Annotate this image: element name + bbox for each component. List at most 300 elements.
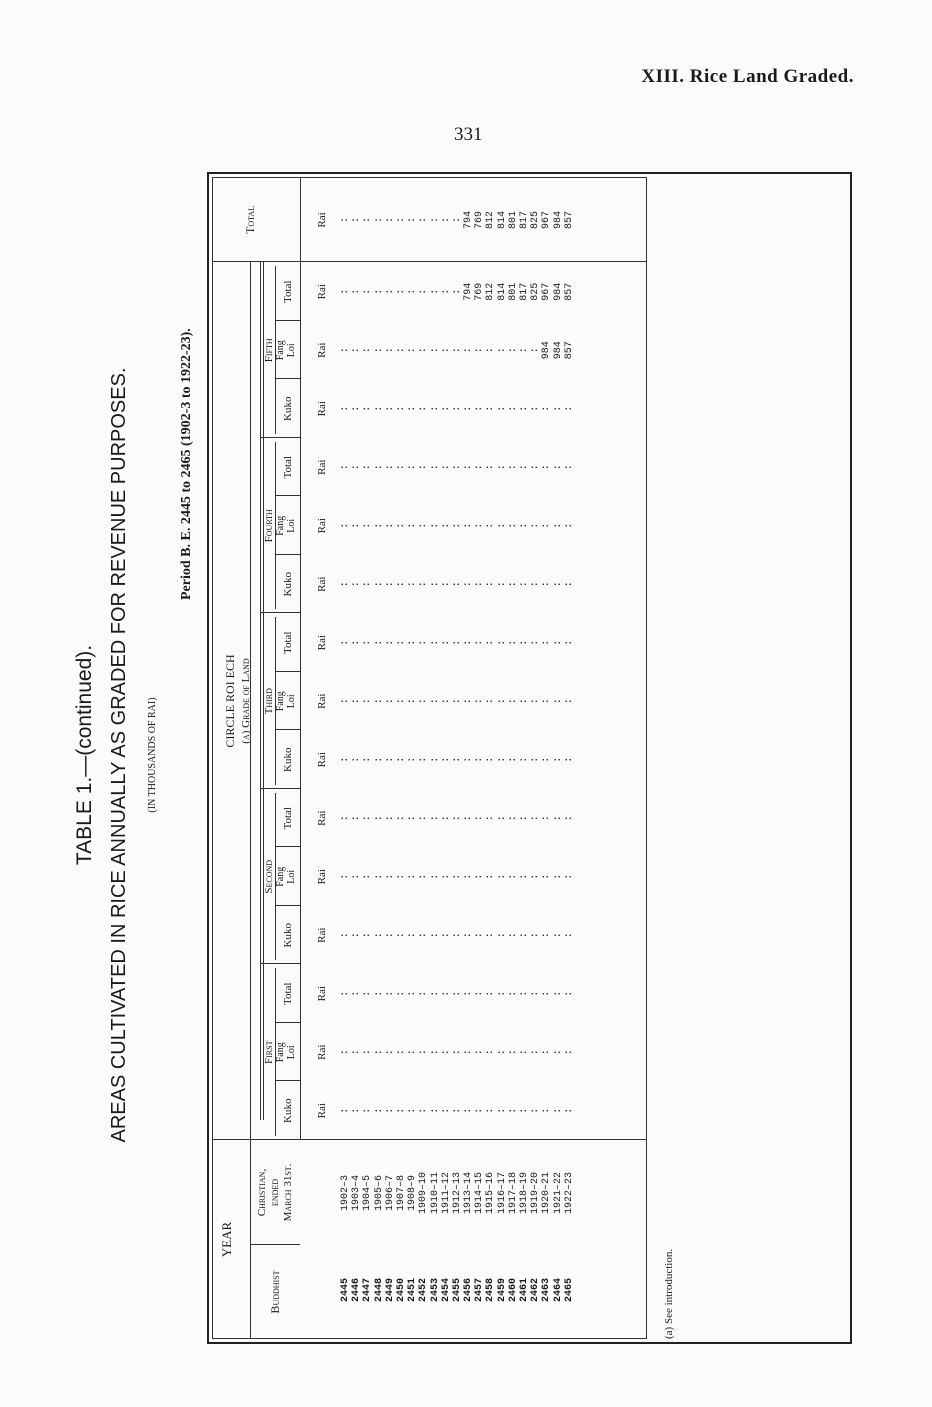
data-cell: : <box>552 522 564 529</box>
data-column <box>340 906 575 965</box>
data-cell: : <box>496 756 508 763</box>
data-cell: : <box>563 873 575 880</box>
data-cell: : <box>552 815 564 822</box>
data-cell: : <box>541 756 553 763</box>
data-cell: : <box>451 698 463 705</box>
data-cell: : <box>395 756 407 763</box>
grade-header: (a) Grade of Land <box>240 658 252 744</box>
data-column <box>340 263 575 322</box>
data-cell: : <box>451 639 463 646</box>
data-cell: : <box>563 990 575 997</box>
year-rule <box>250 1140 251 1339</box>
data-cell: : <box>362 464 374 471</box>
data-cell: : <box>563 698 575 705</box>
data-cell: : <box>429 639 441 646</box>
data-column <box>340 438 575 497</box>
data-cell: : <box>340 288 351 295</box>
data-cell: : <box>340 815 351 822</box>
data-cell: : <box>541 1107 553 1114</box>
year-cell: 1921–22 <box>552 1172 564 1215</box>
data-cell: : <box>407 581 419 588</box>
christian-header: Christian, ended March 31st. <box>256 1163 294 1222</box>
data-cell: 857 <box>563 211 575 230</box>
data-cell: : <box>519 815 530 822</box>
data-cell: : <box>351 639 363 646</box>
year-cell: 1914–15 <box>474 1172 486 1215</box>
grade-label: Second <box>263 859 275 894</box>
data-cell: : <box>418 288 430 295</box>
data-cell: : <box>429 873 441 880</box>
data-cell: : <box>474 932 486 939</box>
year-cell: 1919–20 <box>530 1172 542 1215</box>
grade-rule <box>260 262 261 1120</box>
grand-total-header: Total <box>243 205 257 235</box>
data-cell: : <box>541 464 553 471</box>
data-cell: : <box>384 990 396 997</box>
data-cell: : <box>395 405 407 412</box>
data-cell: : <box>429 932 441 939</box>
data-cell: : <box>407 639 419 646</box>
data-cell: : <box>496 1049 508 1056</box>
data-cell: : <box>351 815 363 822</box>
data-cell: : <box>429 815 441 822</box>
year-cell: 1922–23 <box>563 1172 575 1215</box>
unit-label: Rai <box>316 752 328 768</box>
data-cell: : <box>440 464 452 471</box>
data-cell: 812 <box>485 282 497 301</box>
data-column <box>340 672 575 731</box>
data-cell: : <box>340 990 351 997</box>
data-cell: : <box>563 581 575 588</box>
data-cell: : <box>519 1107 530 1114</box>
data-cell: : <box>485 405 497 412</box>
data-cell: : <box>362 698 374 705</box>
rotated-table-page <box>63 160 675 1350</box>
data-cell: : <box>384 1049 396 1056</box>
year-cell: 2464 <box>552 1278 564 1303</box>
data-cell: : <box>507 815 519 822</box>
units-note: (IN THOUSANDS OF RAI) <box>147 697 158 813</box>
data-cell: : <box>429 756 441 763</box>
data-cell: : <box>373 815 385 822</box>
data-cell: : <box>407 347 419 354</box>
data-cell: : <box>395 217 407 224</box>
fang-text: Fang <box>275 515 286 536</box>
sub-header-kuko: Kuko <box>282 572 294 597</box>
data-cell: : <box>463 756 475 763</box>
data-cell: : <box>519 756 530 763</box>
data-cell: : <box>362 522 374 529</box>
buddhist-year-column <box>340 1260 575 1320</box>
data-cell: : <box>340 932 351 939</box>
sub-header-kuko: Kuko <box>282 396 294 421</box>
data-cell: : <box>507 990 519 997</box>
data-cell: : <box>496 639 508 646</box>
data-cell: : <box>451 581 463 588</box>
data-cell: : <box>519 873 530 880</box>
year-cell: 2459 <box>496 1278 508 1303</box>
data-cell: : <box>552 1107 564 1114</box>
data-cell: : <box>474 698 486 705</box>
grade-label: Third <box>263 688 275 715</box>
data-cell: : <box>552 932 564 939</box>
data-cell: : <box>418 522 430 529</box>
data-cell: : <box>563 639 575 646</box>
unit-label: Rai <box>316 693 328 709</box>
data-cell: : <box>496 347 508 354</box>
data-cell: : <box>440 990 452 997</box>
data-cell: : <box>530 932 542 939</box>
data-cell: : <box>507 581 519 588</box>
unit-label: Rai <box>316 869 328 885</box>
data-cell: : <box>563 1107 575 1114</box>
data-cell: : <box>541 698 553 705</box>
data-cell: : <box>563 932 575 939</box>
data-cell: : <box>395 464 407 471</box>
data-column <box>340 555 575 614</box>
data-cell: : <box>485 990 497 997</box>
data-cell: : <box>541 815 553 822</box>
unit-label: Rai <box>316 459 328 475</box>
data-cell: 801 <box>507 211 519 230</box>
data-cell: : <box>407 932 419 939</box>
data-cell: : <box>451 932 463 939</box>
data-cell: : <box>507 405 519 412</box>
data-cell: : <box>541 522 553 529</box>
data-cell: : <box>440 581 452 588</box>
data-column <box>340 731 575 790</box>
unit-label: Rai <box>316 927 328 943</box>
data-cell: : <box>474 815 486 822</box>
data-cell: : <box>451 288 463 295</box>
data-cell: : <box>530 990 542 997</box>
data-cell: : <box>362 405 374 412</box>
data-cell: 817 <box>519 211 530 230</box>
year-cell: 1913–14 <box>463 1172 475 1215</box>
data-cell: 801 <box>507 282 519 301</box>
data-cell: : <box>362 288 374 295</box>
data-cell: : <box>519 932 530 939</box>
data-cell: : <box>429 464 441 471</box>
fang-text: Fang <box>275 866 286 887</box>
sub-header-total: Total <box>282 807 294 830</box>
data-cell: : <box>362 990 374 997</box>
data-cell: : <box>485 756 497 763</box>
data-cell: : <box>351 990 363 997</box>
data-cell: : <box>519 522 530 529</box>
data-cell: : <box>395 990 407 997</box>
data-cell: : <box>519 639 530 646</box>
data-cell: : <box>351 522 363 529</box>
year-cell: 1920–21 <box>541 1172 553 1215</box>
data-cell: : <box>474 639 486 646</box>
data-cell: : <box>519 464 530 471</box>
data-cell: : <box>407 464 419 471</box>
data-cell: : <box>451 990 463 997</box>
data-cell: : <box>407 1049 419 1056</box>
data-cell: : <box>362 347 374 354</box>
data-cell: : <box>451 217 463 224</box>
data-cell: : <box>418 581 430 588</box>
data-cell: : <box>340 217 351 224</box>
data-cell: : <box>485 815 497 822</box>
data-cell: : <box>407 288 419 295</box>
data-cell: : <box>463 932 475 939</box>
data-cell: : <box>362 639 374 646</box>
data-cell: : <box>429 522 441 529</box>
data-cell: : <box>485 347 497 354</box>
data-cell: : <box>340 1107 351 1114</box>
data-cell: : <box>519 698 530 705</box>
data-cell: : <box>485 581 497 588</box>
data-cell: : <box>440 217 452 224</box>
data-cell: : <box>362 873 374 880</box>
data-cell: : <box>351 347 363 354</box>
year-cell: 2465 <box>563 1278 575 1303</box>
loi-text: Loi <box>286 869 297 884</box>
circle-header: CIRCLE ROI ECH <box>223 654 237 748</box>
data-cell: : <box>351 932 363 939</box>
year-cell: 2447 <box>362 1278 374 1303</box>
fang-text: Fang <box>275 340 286 361</box>
year-cell: 2451 <box>407 1278 419 1303</box>
data-cell: : <box>340 756 351 763</box>
data-cell: : <box>373 405 385 412</box>
data-cell: : <box>395 1107 407 1114</box>
data-cell: 984 <box>541 341 553 360</box>
data-cell: 794 <box>463 282 475 301</box>
data-cell: : <box>418 932 430 939</box>
data-cell: : <box>407 217 419 224</box>
unit-label: Rai <box>316 342 328 358</box>
data-cell: : <box>418 1107 430 1114</box>
data-column <box>340 1082 575 1141</box>
data-cell: : <box>474 581 486 588</box>
data-cell: : <box>485 932 497 939</box>
data-cell: : <box>440 932 452 939</box>
data-cell: : <box>340 522 351 529</box>
year-cell: 1912–13 <box>451 1172 463 1215</box>
data-cell: : <box>519 1049 530 1056</box>
data-cell: : <box>507 756 519 763</box>
year-cell: 2454 <box>440 1278 452 1303</box>
data-cell: : <box>474 1049 486 1056</box>
data-cell: : <box>496 1107 508 1114</box>
data-cell: : <box>463 815 475 822</box>
data-cell: : <box>530 815 542 822</box>
data-cell: : <box>373 288 385 295</box>
data-cell: : <box>373 698 385 705</box>
data-cell: : <box>552 1049 564 1056</box>
data-cell: : <box>440 1107 452 1114</box>
data-cell: : <box>384 756 396 763</box>
data-cell: : <box>362 932 374 939</box>
data-cell: : <box>496 522 508 529</box>
data-cell: : <box>507 464 519 471</box>
data-cell: : <box>463 522 475 529</box>
data-cell: : <box>496 698 508 705</box>
data-cell: : <box>440 698 452 705</box>
unit-label: Rai <box>316 810 328 826</box>
data-cell: : <box>552 756 564 763</box>
data-cell: : <box>418 217 430 224</box>
data-cell: : <box>429 1049 441 1056</box>
sub-header-total: Total <box>282 982 294 1005</box>
data-cell: : <box>463 639 475 646</box>
data-cell: : <box>552 464 564 471</box>
data-cell: : <box>340 873 351 880</box>
sub-header-total: Total <box>282 280 294 303</box>
data-cell: : <box>496 405 508 412</box>
data-cell: : <box>407 698 419 705</box>
data-cell: : <box>451 1049 463 1056</box>
data-cell: : <box>485 464 497 471</box>
year-cell: 2462 <box>530 1278 542 1303</box>
data-cell: : <box>384 464 396 471</box>
data-cell: : <box>474 405 486 412</box>
data-cell: : <box>474 1107 486 1114</box>
data-cell: 769 <box>474 282 486 301</box>
data-cell: : <box>429 347 441 354</box>
grand-total-column <box>340 178 575 262</box>
data-cell: : <box>451 405 463 412</box>
year-cell: 2448 <box>373 1278 385 1303</box>
data-cell: : <box>530 405 542 412</box>
sub-header-fang-loi <box>275 1023 297 1082</box>
data-cell: : <box>440 522 452 529</box>
data-cell: : <box>362 217 374 224</box>
loi-text: Loi <box>286 1045 297 1060</box>
data-cell: : <box>507 932 519 939</box>
data-cell: 825 <box>530 211 542 230</box>
data-cell: : <box>395 1049 407 1056</box>
data-cell: : <box>474 522 486 529</box>
fang-text: Fang <box>275 1042 286 1063</box>
data-cell: : <box>451 522 463 529</box>
data-cell: : <box>429 217 441 224</box>
data-cell: : <box>418 1049 430 1056</box>
data-cell: : <box>463 464 475 471</box>
data-cell: : <box>351 873 363 880</box>
running-head: XIII. Rice Land Graded. <box>641 66 854 87</box>
data-cell: 794 <box>463 211 475 230</box>
data-cell: : <box>530 581 542 588</box>
data-cell: : <box>429 581 441 588</box>
data-cell: : <box>552 698 564 705</box>
data-column <box>340 965 575 1024</box>
data-cell: : <box>474 990 486 997</box>
year-cell: 2458 <box>485 1278 497 1303</box>
data-cell: : <box>395 288 407 295</box>
sub-header-kuko: Kuko <box>282 923 294 948</box>
data-column <box>340 789 575 848</box>
data-cell: 857 <box>563 341 575 360</box>
data-cell: : <box>407 873 419 880</box>
year-cell: 1916–17 <box>496 1172 508 1215</box>
grade-label: First <box>263 1040 275 1064</box>
year-cell: 2457 <box>474 1278 486 1303</box>
data-cell: : <box>340 405 351 412</box>
data-cell: : <box>507 522 519 529</box>
christian-year-column <box>340 1148 575 1238</box>
data-cell: : <box>384 1107 396 1114</box>
year-cell: 2453 <box>429 1278 441 1303</box>
data-cell: : <box>373 1049 385 1056</box>
data-cell: : <box>463 347 475 354</box>
year-cell: 1909–10 <box>418 1172 430 1215</box>
data-cell: : <box>463 405 475 412</box>
unit-label: Rai <box>316 518 328 534</box>
year-cell: 2445 <box>340 1278 351 1303</box>
data-cell: : <box>496 581 508 588</box>
data-cell: : <box>407 990 419 997</box>
data-cell: : <box>384 932 396 939</box>
data-cell: : <box>496 815 508 822</box>
data-column <box>340 321 575 380</box>
data-cell: : <box>340 698 351 705</box>
data-cell: 857 <box>563 282 575 301</box>
data-cell: : <box>351 288 363 295</box>
data-cell: : <box>519 347 530 354</box>
data-cell: : <box>496 990 508 997</box>
year-cell: 1917–18 <box>507 1172 519 1215</box>
data-cell: : <box>563 464 575 471</box>
data-cell: : <box>507 347 519 354</box>
sub-header-fang-loi <box>275 321 297 380</box>
data-cell: : <box>407 522 419 529</box>
footnote: (a) See introduction. <box>663 1248 675 1339</box>
loi-text: Loi <box>286 694 297 709</box>
data-cell: : <box>496 873 508 880</box>
year-cell: 1905–6 <box>373 1175 385 1212</box>
data-cell: : <box>530 873 542 880</box>
data-cell: : <box>485 873 497 880</box>
data-cell: : <box>552 990 564 997</box>
data-cell: : <box>463 1107 475 1114</box>
data-cell: : <box>384 522 396 529</box>
data-cell: 812 <box>485 211 497 230</box>
sub-header-fang-loi <box>275 848 297 907</box>
year-cell: 2456 <box>463 1278 475 1303</box>
year-cell: 1906–7 <box>384 1175 396 1212</box>
data-cell: : <box>541 990 553 997</box>
data-cell: : <box>463 873 475 880</box>
data-cell: : <box>451 347 463 354</box>
unit-label: Rai <box>316 635 328 651</box>
data-cell: : <box>530 522 542 529</box>
year-cell: 2460 <box>507 1278 519 1303</box>
data-cell: : <box>351 405 363 412</box>
data-cell: : <box>429 1107 441 1114</box>
unit-label: Rai <box>316 1103 328 1119</box>
data-cell: : <box>429 990 441 997</box>
data-column <box>340 497 575 556</box>
data-cell: : <box>507 1107 519 1114</box>
data-cell: : <box>440 288 452 295</box>
data-cell: : <box>563 815 575 822</box>
data-cell: : <box>384 288 396 295</box>
data-cell: : <box>418 990 430 997</box>
data-cell: : <box>362 756 374 763</box>
year-cell: 1908–9 <box>407 1175 419 1212</box>
unit-label: Rai <box>316 1044 328 1060</box>
buddhist-header: Buddhist <box>268 1270 282 1314</box>
data-cell: : <box>351 1049 363 1056</box>
data-cell: : <box>451 464 463 471</box>
data-cell: : <box>418 464 430 471</box>
data-cell: : <box>507 639 519 646</box>
year-cell: 1910–11 <box>429 1172 441 1215</box>
